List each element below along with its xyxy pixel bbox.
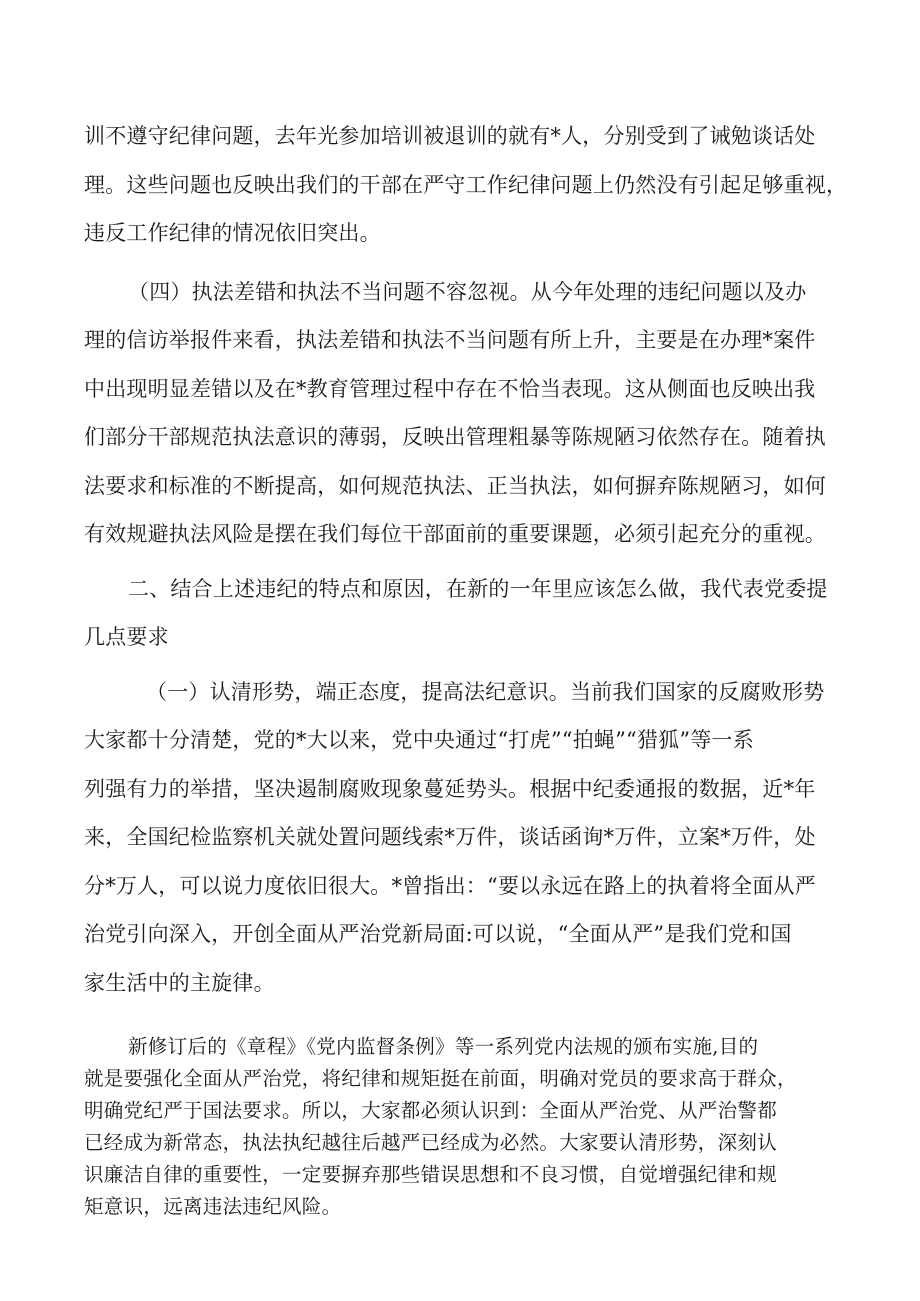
text-line: 法要求和标准的不断提高，如何规范执法、正当执法，如何摒弃陈规陋习，如何 xyxy=(84,473,826,498)
text-line: 分*万人，可以说力度依旧很大。*曾指出：“要以永远在路上的执着将全面从严 xyxy=(84,873,816,898)
text-line: 有效规避执法风险是摆在我们每位干部面前的重要课题，必须引起充分的重视。 xyxy=(84,522,826,546)
text-line: 理的信访举报件来看，执法差错和执法不当问题有所上升，主要是在办理*案件 xyxy=(84,328,816,352)
text-line: 大家都十分清楚，党的*大以来，党中央通过“打虎”“拍蝇”“猎狐”等一系 xyxy=(84,728,754,752)
text-line: 来，全国纪检监察机关就处置问题线索*万件，谈话函询*万件，立案*万件，处 xyxy=(84,825,816,849)
text-line: 训不遵守纪律问题，去年光参加培训被退训的就有*人，分别受到了诫勉谈话处 xyxy=(84,124,816,148)
document-page xyxy=(84,112,848,1223)
paragraph-discipline-violations xyxy=(84,112,848,258)
text-line: 就是要强化全面从严治党，将纪律和规矩挺在前面，明确对党员的要求高于群众， xyxy=(84,1067,797,1090)
text-line: 明确党纪严于国法要求。所以，大家都必须认识到：全面从严治党、从严治警都 xyxy=(84,1099,778,1122)
text-line: 家生活中的主旋律。 xyxy=(84,970,275,995)
text-line: 们部分干部规范执法意识的薄弱，反映出管理粗暴等陈规陋习依然存在。随着执 xyxy=(84,425,826,449)
text-line: 治党引向深入，开创全面从严治党新局面:可以说，“全面从严”是我们党和国 xyxy=(84,922,792,946)
text-line: 新修订后的《章程》《党内监督条例》等一系列党内法规的颁布实施,目的 xyxy=(128,1035,759,1058)
text-line: （四）执法差错和执法不当问题不容忽视。从今年处理的违纪问题以及办 xyxy=(128,279,807,304)
section-heading-requirements xyxy=(84,565,844,662)
text-line: 中出现明显差错以及在*教育管理过程中存在不恰当表现。这从侧面也反映出我 xyxy=(84,376,816,401)
text-line: 矩意识，远离违法违纪风险。 xyxy=(84,1195,342,1218)
text-line: 二、结合上述违纪的特点和原因，在新的一年里应该怎么做，我代表党委提 xyxy=(128,576,828,601)
text-line: 理。这些问题也反映出我们的干部在严守工作纪律问题上仍然没有引起足够重视， xyxy=(84,172,848,197)
paragraph-enforcement-errors xyxy=(84,268,844,559)
paragraph-recognize-situation xyxy=(84,668,844,1008)
text-line: 列强有力的举措，坚决遏制腐败现象蔓延势头。根据中纪委通报的数据，近*年 xyxy=(84,776,816,801)
text-line: 几点要求 xyxy=(84,625,169,649)
text-line: 识廉洁自律的重要性，一定要摒弃那些错误思想和不良习惯，自觉增强纪律和规 xyxy=(84,1163,778,1186)
text-line: 违反工作纪律的情况依旧突出。 xyxy=(84,221,381,245)
text-line: （一）认清形势，端正态度，提高法纪意识。当前我们国家的反腐败形势 xyxy=(146,679,825,704)
paragraph-revised-regulations xyxy=(84,1031,844,1223)
text-line: 已经成为新常态，执法执纪越往后越严已经成为必然。大家要认清形势，深刻认 xyxy=(84,1131,778,1154)
